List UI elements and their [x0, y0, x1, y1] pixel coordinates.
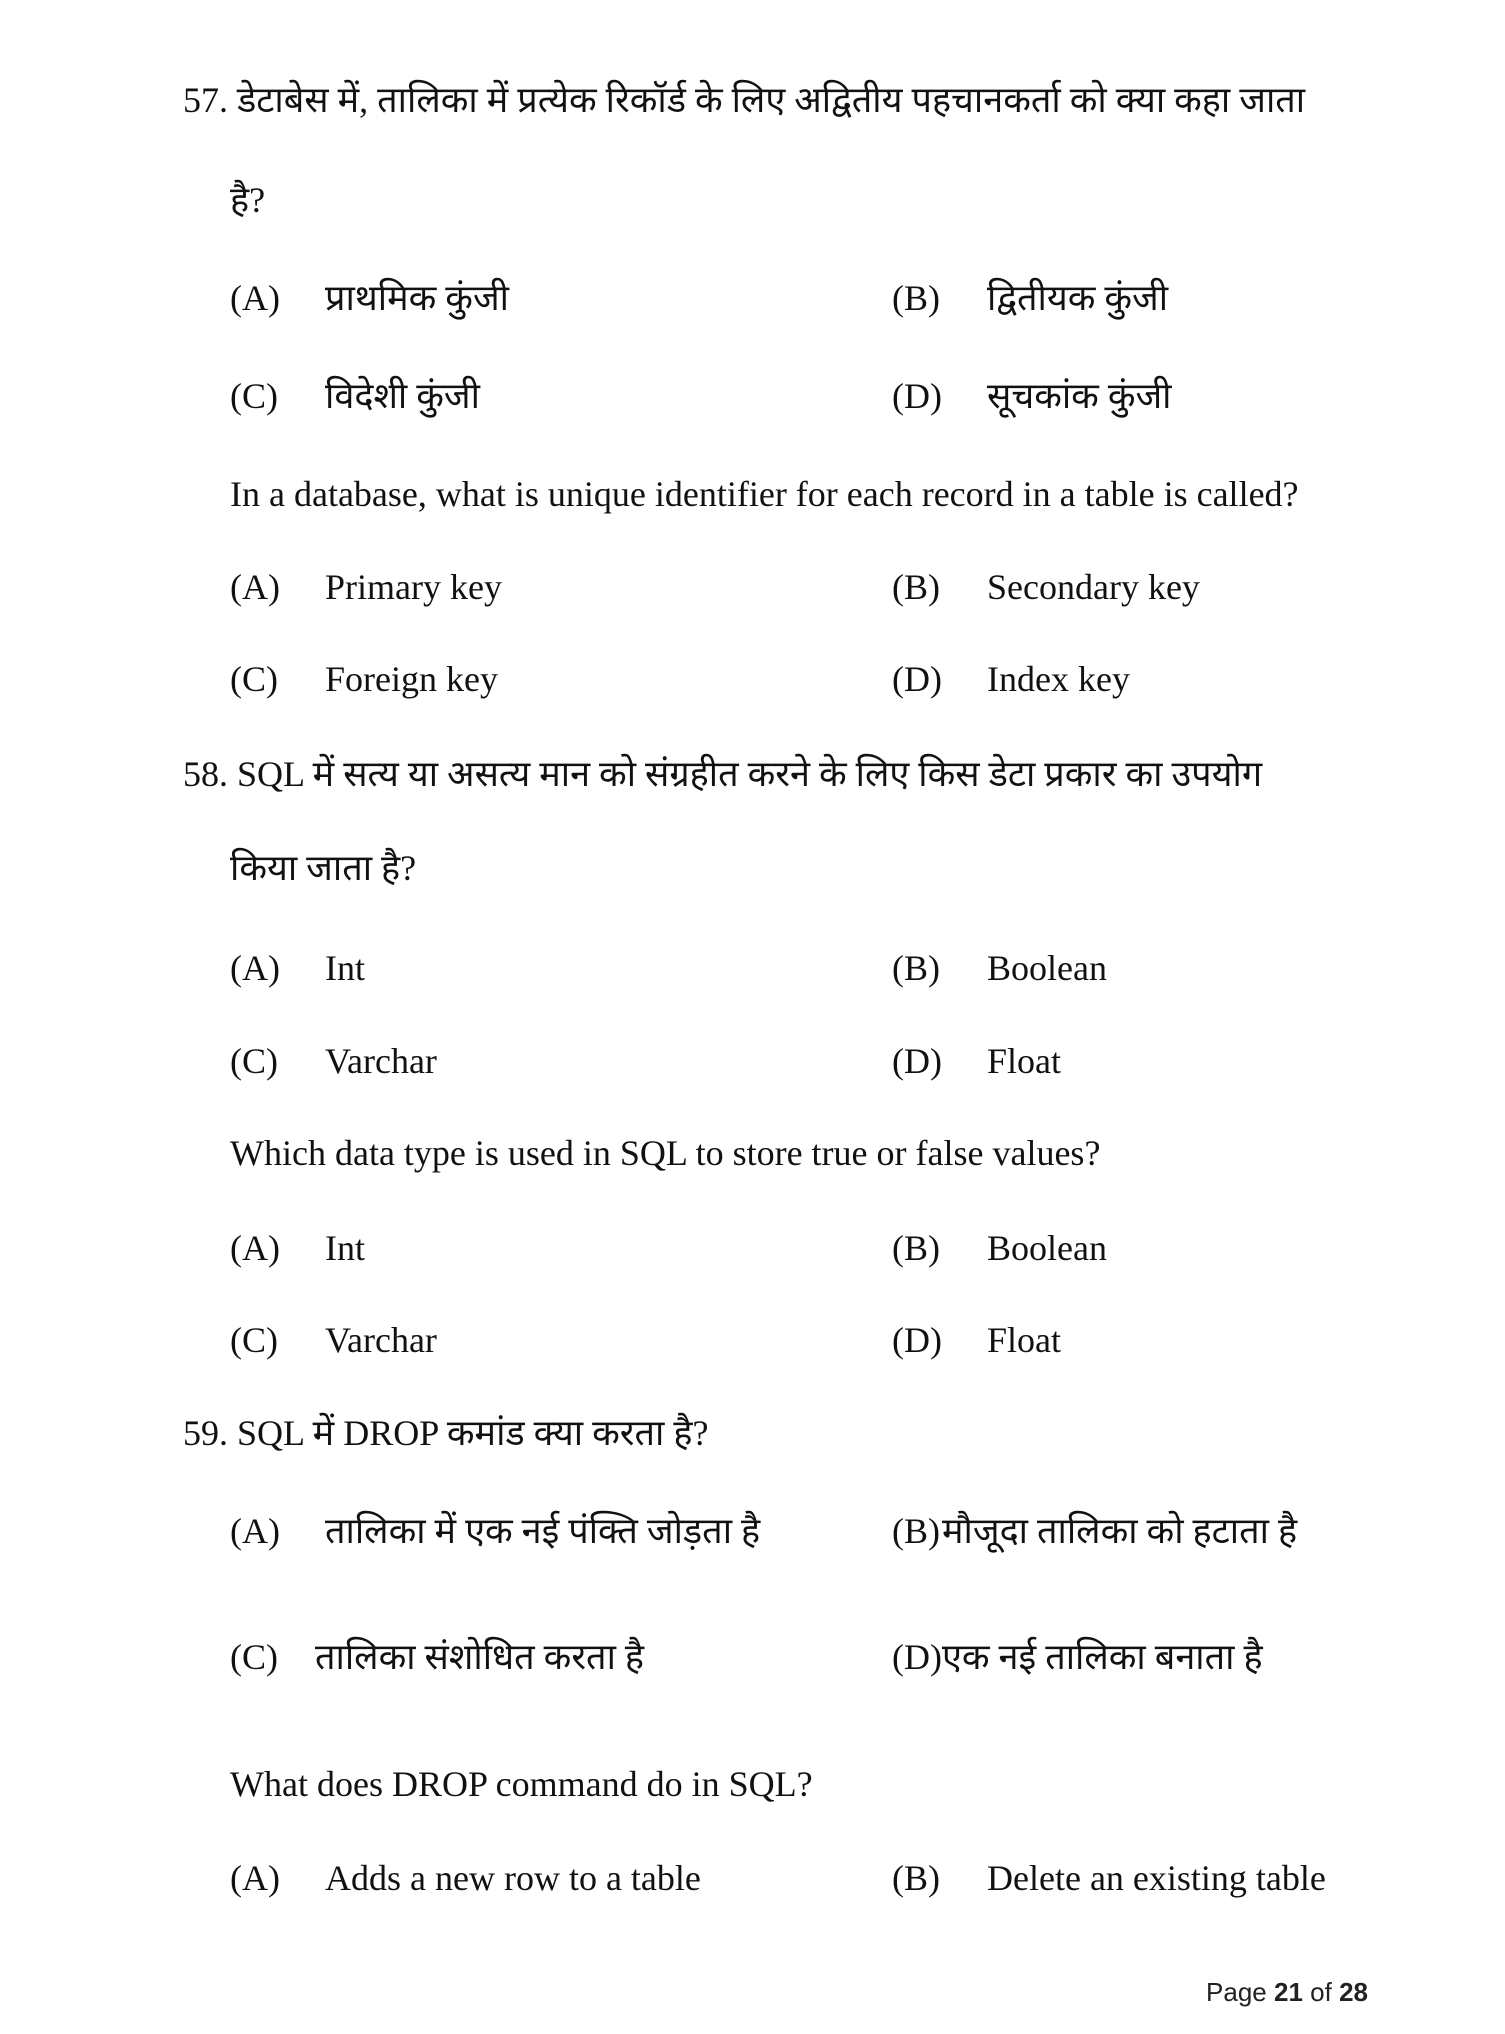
- q58-en-option-a-text: Int: [325, 1228, 365, 1268]
- page-sep: of: [1310, 1977, 1332, 2007]
- q59-hi-option-c-label: (C): [230, 1637, 278, 1677]
- q58-hi-option-d-text: Float: [987, 1041, 1062, 1081]
- q57-hi-option-d-text: सूचकांक कुंजी: [987, 376, 1172, 416]
- page-current: 21: [1274, 1977, 1303, 2007]
- q58-en-option-c-label: (C): [230, 1320, 278, 1360]
- q57-en-option-c-label: (C): [230, 659, 278, 699]
- q58-hi-option-d-label: (D): [892, 1041, 942, 1081]
- page-number-footer: [1206, 1975, 1368, 2009]
- q59-en-option-b-text: Delete an existing table: [987, 1858, 1326, 1898]
- q59-en-option-b-label: (B): [892, 1858, 940, 1898]
- q59-hi-option-c-text: तालिका संशोधित करता है: [315, 1637, 645, 1677]
- q58-hi-option-b-text: Boolean: [987, 948, 1107, 988]
- question-number: 58.: [183, 754, 228, 794]
- q57-en-option-d-text: Index key: [987, 659, 1130, 699]
- q57-hi-option-b-label: (B): [892, 278, 940, 318]
- q58-hi-option-b-label: (B): [892, 948, 940, 988]
- q57-en-option-b-label: (B): [892, 567, 940, 607]
- page-total: 28: [1339, 1977, 1368, 2007]
- question-58-english: Which data type is used in SQL to store true or false values?: [230, 1133, 1101, 1173]
- q58-en-option-d-label: (D): [892, 1320, 942, 1360]
- question-59-english: What does DROP command do in SQL?: [230, 1764, 813, 1804]
- q59-hi-option-a-label: (A): [230, 1511, 280, 1551]
- question-text: डेटाबेस में, तालिका में प्रत्येक रिकॉर्ड के लिए अद्वितीय पहचानकर्ता को क्या कहा जाता: [237, 80, 1306, 120]
- question-number: 57.: [183, 80, 228, 120]
- q57-hi-option-d-label: (D): [892, 376, 942, 416]
- q57-hi-option-a-text: प्राथमिक कुंजी: [325, 278, 509, 318]
- page-prefix: Page: [1206, 1977, 1267, 2007]
- q59-hi-option-a-text: तालिका में एक नई पंक्ति जोड़ता है: [325, 1511, 761, 1551]
- q59-hi-option-b-label: (B): [892, 1511, 940, 1551]
- q59-hi-option-d-text: एक नई तालिका बनाता है: [942, 1637, 1263, 1677]
- question-number: 59.: [183, 1413, 228, 1453]
- q58-en-option-a-label: (A): [230, 1228, 280, 1268]
- q59-hi-option-d-label: (D): [892, 1637, 942, 1677]
- q57-hi-option-c-text: विदेशी कुंजी: [325, 376, 480, 416]
- question-57-english: In a database, what is unique identifier for each record in a table is called?: [230, 474, 1299, 514]
- q58-en-option-b-label: (B): [892, 1228, 940, 1268]
- q57-en-option-d-label: (D): [892, 659, 942, 699]
- q58-en-option-d-text: Float: [987, 1320, 1062, 1360]
- question-57-hindi-line1: [183, 78, 1305, 122]
- q57-en-option-a-text: Primary key: [325, 567, 502, 607]
- q57-en-option-c-text: Foreign key: [325, 659, 498, 699]
- q58-hi-option-c-label: (C): [230, 1041, 278, 1081]
- question-59-hindi-line1: [183, 1411, 708, 1455]
- q58-hi-option-a-text: Int: [325, 948, 365, 988]
- q58-hi-option-a-label: (A): [230, 948, 280, 988]
- question-text: SQL में सत्य या असत्य मान को संग्रहीत करने के लिए किस डेटा प्रकार का उपयोग: [237, 754, 1263, 794]
- question-58-hindi-line1: [183, 752, 1262, 796]
- question-58-hindi-line2: किया जाता है?: [230, 848, 417, 888]
- q59-hi-option-b-text: मौजूदा तालिका को हटाता है: [942, 1511, 1298, 1551]
- q57-en-option-b-text: Secondary key: [987, 567, 1200, 607]
- q57-en-option-a-label: (A): [230, 567, 280, 607]
- q58-en-option-c-text: Varchar: [325, 1320, 437, 1360]
- q57-hi-option-a-label: (A): [230, 278, 280, 318]
- q57-hi-option-c-label: (C): [230, 376, 278, 416]
- q57-hi-option-b-text: द्वितीयक कुंजी: [987, 278, 1169, 318]
- question-text: SQL में DROP कमांड क्या करता है?: [237, 1413, 709, 1453]
- q58-hi-option-c-text: Varchar: [325, 1041, 437, 1081]
- q58-en-option-b-text: Boolean: [987, 1228, 1107, 1268]
- question-57-hindi-line2: है?: [230, 180, 266, 220]
- q59-en-option-a-text: Adds a new row to a table: [325, 1858, 701, 1898]
- q59-en-option-a-label: (A): [230, 1858, 280, 1898]
